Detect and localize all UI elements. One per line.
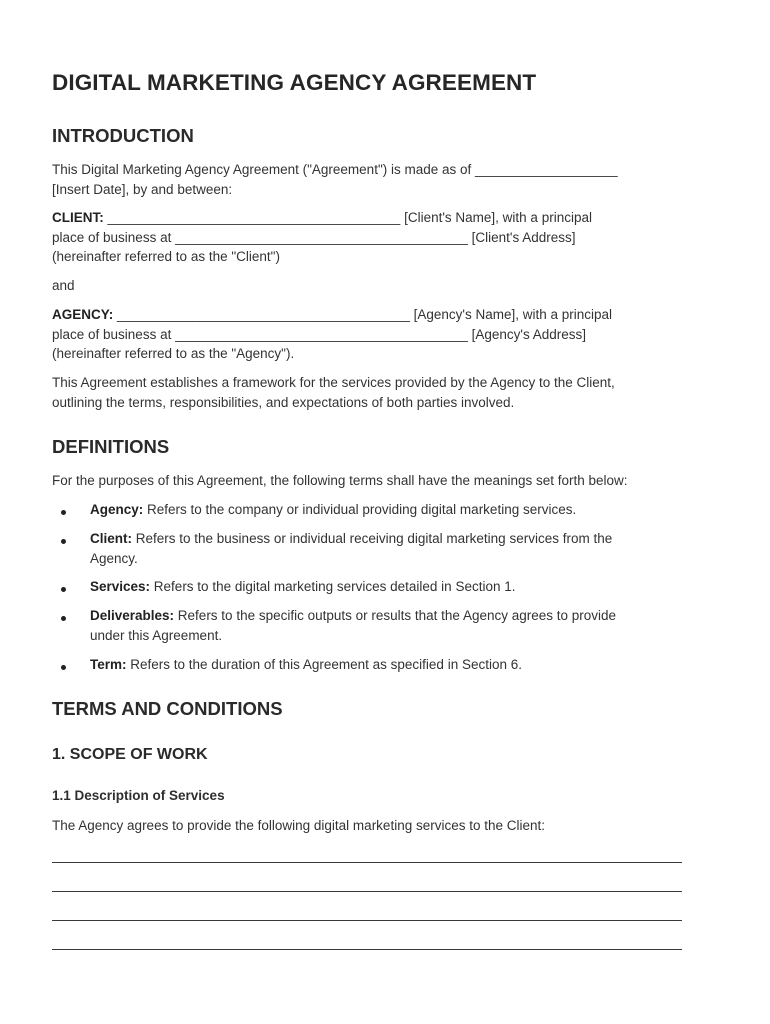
client-line: place of business at _______________________________________ [Client's Address] [52, 229, 576, 245]
blank-fill-line[interactable] [52, 920, 682, 921]
definition-text: Refers to the company or individual providing digital marketing services. [143, 502, 577, 517]
definition-term: Client: [90, 531, 132, 546]
agency-name-blank: _______________________________________ [Agency's Name], with a principal [113, 307, 612, 322]
definition-term: Agency: [90, 502, 144, 517]
definition-text: Refers to the specific outputs or results that the Agency agrees to provide [174, 608, 617, 623]
definition-term: Deliverables: [90, 608, 175, 623]
framework-line: outlining the terms, responsibilities, and expectations of both parties involved. [52, 394, 515, 410]
terms-heading: TERMS AND CONDITIONS [52, 698, 283, 719]
client-line: (hereinafter referred to as the "Client") [52, 249, 280, 264]
client-paragraph [52, 208, 722, 267]
definitions-lead-text: For the purposes of this Agreement, the following terms shall have the meanings set forth below: [52, 473, 628, 488]
client-label: CLIENT: [52, 210, 104, 225]
intro-line: This Digital Marketing Agency Agreement ("Agreement") is made as of ___________________ [52, 162, 618, 177]
agency-line: place of business at _______________________________________ [Agency's Address] [52, 326, 587, 342]
client-name-blank: _______________________________________ [Client's Name], with a principal [103, 210, 592, 225]
definitions-heading: DEFINITIONS [52, 436, 170, 457]
document-title: DIGITAL MARKETING AGENCY AGREEMENT [52, 70, 537, 95]
and-text: and [52, 278, 75, 293]
introduction-heading: INTRODUCTION [52, 125, 194, 146]
definition-term: Term: [90, 657, 127, 672]
framework-paragraph [52, 373, 722, 412]
client-line [52, 208, 722, 228]
framework-line: This Agreement establishes a framework for the services provided by the Agency to the Client, [52, 375, 615, 390]
agency-line: (hereinafter referred to as the "Agency"). [52, 346, 295, 361]
definition-text: Refers to the duration of this Agreement as specified in Section 6. [126, 657, 522, 672]
blank-fill-line[interactable] [52, 891, 682, 892]
bullet-icon [61, 539, 66, 544]
intro-line: [Insert Date], by and between: [52, 181, 233, 197]
definition-text: Refers to the business or individual receiving digital marketing services from the [132, 531, 613, 546]
description-heading: 1.1 Description of Services [52, 788, 225, 803]
bullet-icon [61, 616, 66, 621]
definition-text: under this Agreement. [90, 627, 223, 643]
definition-text: Agency. [90, 550, 138, 566]
agency-line [52, 305, 722, 325]
blank-fill-line[interactable] [52, 949, 682, 950]
agency-paragraph [52, 305, 722, 364]
definition-text: Refers to the digital marketing services detailed in Section 1. [150, 579, 516, 594]
scope-heading: 1. SCOPE OF WORK [52, 746, 208, 763]
definition-term: Services: [90, 579, 151, 594]
intro-paragraph [52, 160, 722, 199]
description-lead-text: The Agency agrees to provide the following digital marketing services to the Client: [52, 818, 546, 833]
agency-label: AGENCY: [52, 307, 114, 322]
bullet-icon [61, 587, 66, 592]
bullet-icon [61, 510, 66, 515]
bullet-icon [61, 665, 66, 670]
definitions-lead [52, 471, 722, 491]
blank-fill-line[interactable] [52, 862, 682, 863]
description-lead [52, 816, 722, 836]
